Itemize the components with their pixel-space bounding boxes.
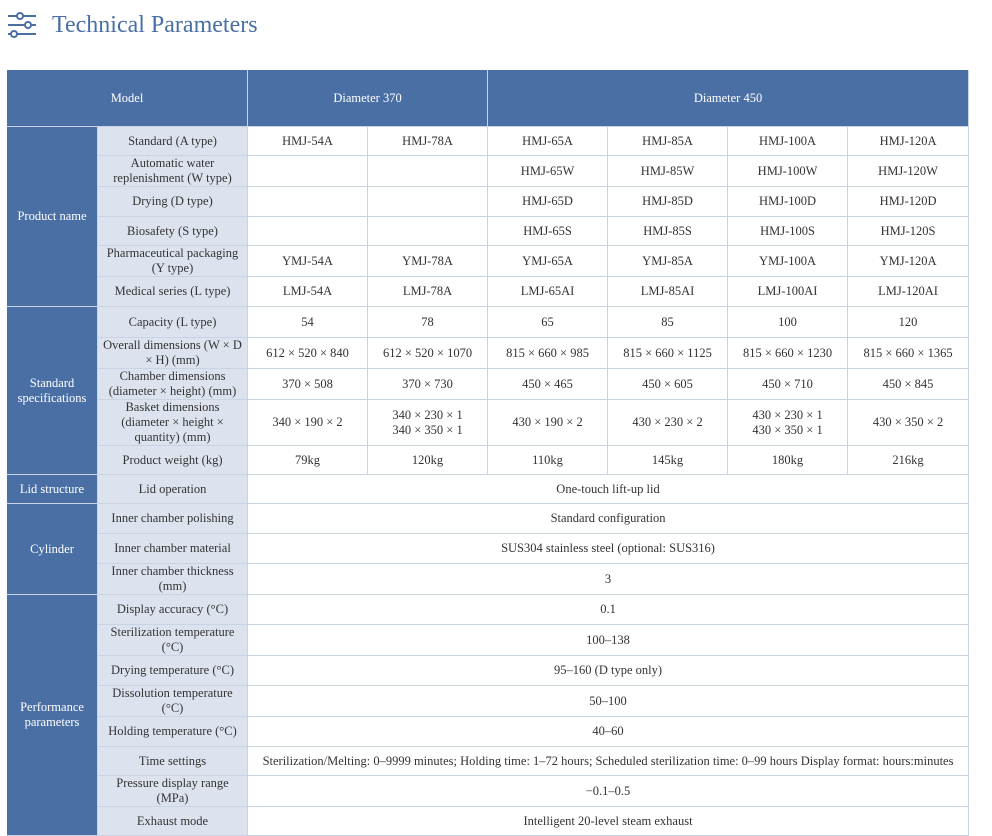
cell-value: Intelligent 20-level steam exhaust <box>248 807 969 836</box>
cell-value: 340 × 190 × 2 <box>248 400 368 446</box>
category-lid-structure: Lid structure <box>7 475 98 504</box>
cell-value: HMJ-100A <box>728 127 848 156</box>
cell-value: 612 × 520 × 1070 <box>368 338 488 369</box>
row-label: Pressure display range (MPa) <box>98 776 248 807</box>
row-label: Exhaust mode <box>98 807 248 836</box>
table-row <box>7 595 969 625</box>
row-label: Overall dimensions (W × D × H) (mm) <box>98 338 248 369</box>
cell-value: LMJ-78A <box>368 277 488 307</box>
cell-value: YMJ-65A <box>488 246 608 277</box>
cell-value <box>368 156 488 187</box>
table-row <box>7 217 969 246</box>
cell-value: 450 × 710 <box>728 369 848 400</box>
row-label: Dissolution temperature (°C) <box>98 686 248 717</box>
table-row <box>7 564 969 595</box>
category-cylinder: Cylinder <box>7 504 98 595</box>
technical-parameters-table <box>7 70 969 836</box>
row-label: Lid operation <box>98 475 248 504</box>
table-row <box>7 127 969 156</box>
category-product-name: Product name <box>7 127 98 307</box>
cell-value: 340 × 230 × 1 340 × 350 × 1 <box>368 400 488 446</box>
header-model: Model <box>7 70 248 127</box>
row-label: Automatic water replenishment (W type) <box>98 156 248 187</box>
row-label: Sterilization temperature (°C) <box>98 625 248 656</box>
cell-value <box>248 217 368 246</box>
header-diameter-450: Diameter 450 <box>488 70 969 127</box>
cell-value: 50–100 <box>248 686 969 717</box>
row-label: Pharmaceutical packaging (Y type) <box>98 246 248 277</box>
cell-value: HMJ-85W <box>608 156 728 187</box>
row-label: Holding temperature (°C) <box>98 717 248 747</box>
cell-value: 54 <box>248 307 368 338</box>
cell-value: HMJ-120W <box>848 156 969 187</box>
cell-value: 370 × 730 <box>368 369 488 400</box>
table-row <box>7 277 969 307</box>
table-row <box>7 717 969 747</box>
cell-value: HMJ-120A <box>848 127 969 156</box>
cell-value: 815 × 660 × 1125 <box>608 338 728 369</box>
table-row <box>7 475 969 504</box>
cell-value: HMJ-100D <box>728 187 848 217</box>
row-label: Inner chamber thickness (mm) <box>98 564 248 595</box>
cell-value: 370 × 508 <box>248 369 368 400</box>
cell-value: −0.1–0.5 <box>248 776 969 807</box>
cell-value: LMJ-54A <box>248 277 368 307</box>
cell-value: 430 × 230 × 2 <box>608 400 728 446</box>
cell-value: HMJ-85D <box>608 187 728 217</box>
cell-value: 120kg <box>368 446 488 475</box>
table-row <box>7 534 969 564</box>
cell-value: 120 <box>848 307 969 338</box>
table-row <box>7 446 969 475</box>
table-row <box>7 246 969 277</box>
table-row <box>7 187 969 217</box>
row-label: Inner chamber polishing <box>98 504 248 534</box>
cell-value: HMJ-120D <box>848 187 969 217</box>
cell-value: HMJ-120S <box>848 217 969 246</box>
row-label: Standard (A type) <box>98 127 248 156</box>
page-title: Technical Parameters <box>52 11 258 38</box>
cell-value: YMJ-54A <box>248 246 368 277</box>
table-row <box>7 338 969 369</box>
row-label: Drying (D type) <box>98 187 248 217</box>
cell-value: One-touch lift-up lid <box>248 475 969 504</box>
cell-value: LMJ-100AI <box>728 277 848 307</box>
cell-value: HMJ-65W <box>488 156 608 187</box>
cell-value <box>248 187 368 217</box>
table-row <box>7 400 969 446</box>
cell-value: HMJ-78A <box>368 127 488 156</box>
row-label: Drying temperature (°C) <box>98 656 248 686</box>
cell-value: YMJ-100A <box>728 246 848 277</box>
cell-value: 110kg <box>488 446 608 475</box>
cell-value: 65 <box>488 307 608 338</box>
row-label: Basket dimensions (diameter × height × quantity) (mm) <box>98 400 248 446</box>
table-row <box>7 686 969 717</box>
cell-value: LMJ-85AI <box>608 277 728 307</box>
header-diameter-370: Diameter 370 <box>248 70 488 127</box>
page-header <box>6 8 258 42</box>
cell-value: Sterilization/Melting: 0–9999 minutes; Holding time: 1–72 hours; Scheduled sterilization time: 0–99 hours Display format: hours:minutes <box>248 747 969 776</box>
cell-value: 78 <box>368 307 488 338</box>
cell-value: 430 × 350 × 2 <box>848 400 969 446</box>
cell-value: 815 × 660 × 985 <box>488 338 608 369</box>
table-row <box>7 156 969 187</box>
cell-value: 815 × 660 × 1230 <box>728 338 848 369</box>
cell-value: HMJ-54A <box>248 127 368 156</box>
cell-value: 216kg <box>848 446 969 475</box>
table-row <box>7 369 969 400</box>
table-row <box>7 747 969 776</box>
cell-value: 180kg <box>728 446 848 475</box>
cell-value: 450 × 605 <box>608 369 728 400</box>
cell-value: YMJ-85A <box>608 246 728 277</box>
row-label: Product weight (kg) <box>98 446 248 475</box>
cell-value: 40–60 <box>248 717 969 747</box>
cell-value: 450 × 465 <box>488 369 608 400</box>
table-row <box>7 70 969 127</box>
table-row <box>7 776 969 807</box>
cell-value <box>368 187 488 217</box>
cell-value: YMJ-78A <box>368 246 488 277</box>
row-label: Time settings <box>98 747 248 776</box>
row-label: Chamber dimensions (diameter × height) (mm) <box>98 369 248 400</box>
cell-value: 612 × 520 × 840 <box>248 338 368 369</box>
cell-value: 450 × 845 <box>848 369 969 400</box>
cell-value: 0.1 <box>248 595 969 625</box>
cell-value: HMJ-65S <box>488 217 608 246</box>
table-row <box>7 307 969 338</box>
table-row <box>7 656 969 686</box>
cell-value: HMJ-65D <box>488 187 608 217</box>
row-label: Biosafety (S type) <box>98 217 248 246</box>
cell-value: 3 <box>248 564 969 595</box>
category-performance-parameters: Performance parameters <box>7 595 98 836</box>
cell-value: HMJ-85S <box>608 217 728 246</box>
table-row <box>7 625 969 656</box>
table-row <box>7 504 969 534</box>
cell-value: HMJ-65A <box>488 127 608 156</box>
cell-value: 430 × 190 × 2 <box>488 400 608 446</box>
cell-value: LMJ-120AI <box>848 277 969 307</box>
row-label: Capacity (L type) <box>98 307 248 338</box>
cell-value: Standard configuration <box>248 504 969 534</box>
cell-value: YMJ-120A <box>848 246 969 277</box>
cell-value: HMJ-85A <box>608 127 728 156</box>
cell-value: 430 × 230 × 1 430 × 350 × 1 <box>728 400 848 446</box>
cell-value: 815 × 660 × 1365 <box>848 338 969 369</box>
cell-value <box>368 217 488 246</box>
category-standard-specifications: Standard specifications <box>7 307 98 475</box>
cell-value: 95–160 (D type only) <box>248 656 969 686</box>
sliders-icon <box>6 10 38 40</box>
cell-value: 145kg <box>608 446 728 475</box>
cell-value: 100–138 <box>248 625 969 656</box>
row-label: Display accuracy (°C) <box>98 595 248 625</box>
cell-value: 85 <box>608 307 728 338</box>
cell-value: LMJ-65AI <box>488 277 608 307</box>
cell-value: 79kg <box>248 446 368 475</box>
cell-value: SUS304 stainless steel (optional: SUS316) <box>248 534 969 564</box>
cell-value <box>248 156 368 187</box>
cell-value: HMJ-100S <box>728 217 848 246</box>
row-label: Medical series (L type) <box>98 277 248 307</box>
row-label: Inner chamber material <box>98 534 248 564</box>
cell-value: 100 <box>728 307 848 338</box>
cell-value: HMJ-100W <box>728 156 848 187</box>
